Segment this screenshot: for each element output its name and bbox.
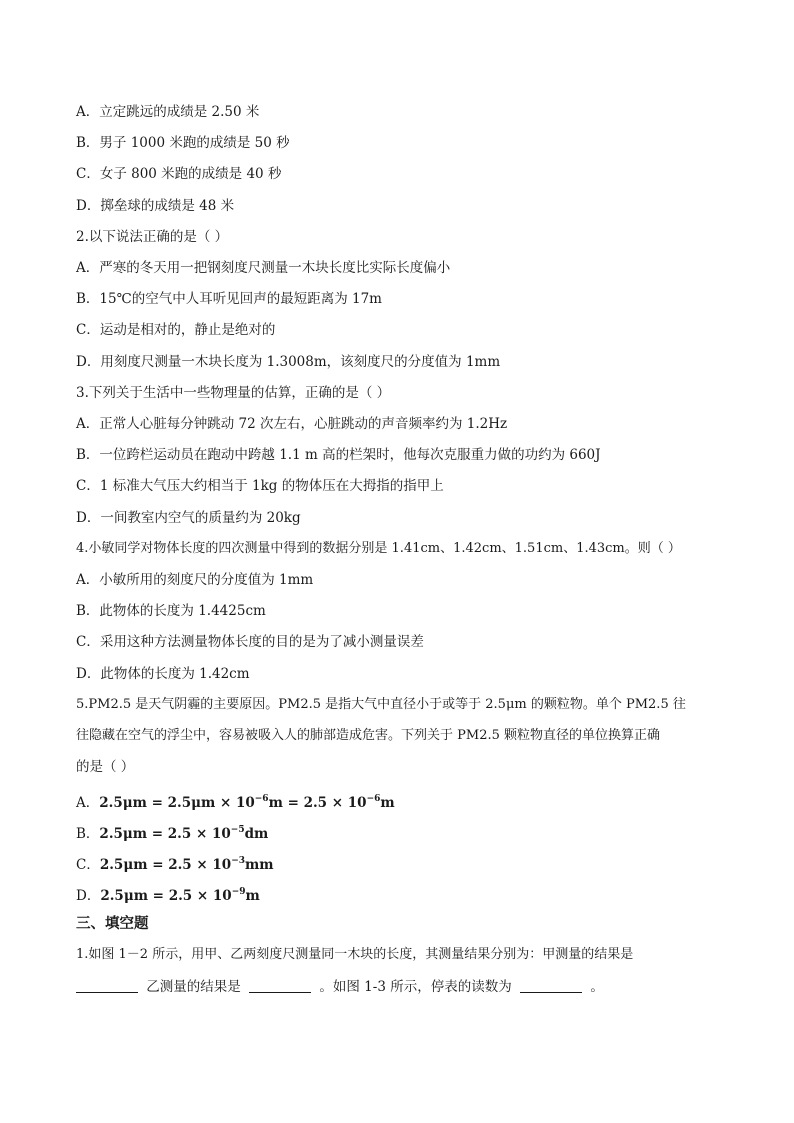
q5-option-d: [76, 882, 734, 906]
q5-option-d-formula: $2.5\mu m = 2.5 \times 10^{-9}m$: [100, 887, 260, 904]
answer-blank-2[interactable]: [249, 978, 311, 993]
q2-option-b: B．15℃的空气中人耳听见回声的最短距离为 17m: [76, 291, 382, 307]
q1-option-b: B．男子 1000 米跑的成绩是 50 秒: [76, 135, 290, 151]
q5-option-c-formula: $2.5\mu m = 2.5 \times 10^{-3}mm$: [99, 856, 274, 873]
q5-option-b: [76, 820, 734, 844]
answer-blank-1[interactable]: [76, 978, 138, 993]
q3-option-c: C．1 标准大气压大约相当于 1kg 的物体压在大拇指的指甲上: [76, 478, 444, 494]
q1-option-a: A．立定跳远的成绩是 2.50 米: [76, 104, 260, 120]
q5-option-a-formula: $2.5\mu m = 2.5\mu m \times 10^{-6}m = 2.5 \times 10^{-6}m$: [99, 794, 395, 811]
q5-stem-line3: 的是（ ）: [76, 759, 135, 775]
q3-option-d: D．一间教室内空气的质量约为 20kg: [76, 510, 301, 526]
q5-option-c-label: C．: [76, 857, 100, 873]
q4-option-a: A．小敏所用的刻度尺的分度值为 1mm: [76, 572, 314, 588]
fill-q1-line1: 1.如图 1－2 所示，用甲、乙两刻度尺测量同一木块的长度，其测量结果分别为：甲测量的结果是: [76, 947, 634, 962]
q5-option-c: [76, 851, 734, 875]
q1-option-c: C．女子 800 米跑的成绩是 40 秒: [76, 166, 282, 182]
q1-option-d: D．掷垒球的成绩是 48 米: [76, 198, 235, 214]
q2-option-c: C．运动是相对的，静止是绝对的: [76, 322, 276, 338]
section-heading: 三、填空题: [76, 916, 149, 932]
q4-option-b: B．此物体的长度为 1.4425cm: [76, 603, 266, 619]
q2-option-a: A．严寒的冬天用一把钢刻度尺测量一木块长度比实际长度偏小: [76, 260, 451, 276]
q5-option-a: [76, 789, 734, 813]
q3-stem: 3.下列关于生活中一些物理量的估算，正确的是（ ）: [76, 385, 391, 401]
q5-option-d-label: D．: [76, 888, 101, 904]
q4-option-d: D．此物体的长度为 1.42cm: [76, 666, 250, 682]
q3-option-b: B．一位跨栏运动员在跑动中跨越 1.1 m 高的栏架时，他每次克服重力做的功约为 660J: [76, 447, 601, 463]
fill-q1-text-c: 。: [590, 979, 604, 995]
q5-option-b-label: B．: [76, 826, 100, 842]
q4-stem: 4.小敏同学对物体长度的四次测量中得到的数据分别是 1.41cm、1.42cm、1.51cm、1.43cm。则（ ）: [76, 541, 681, 556]
fill-q1-text-a: 乙测量的结果是: [146, 979, 241, 995]
fill-q1-line2: [76, 977, 734, 997]
q3-option-a: A．正常人心脏每分钟跳动 72 次左右，心脏跳动的声音频率约为 1.2Hz: [76, 416, 508, 432]
q5-stem-line2: 往隐藏在空气的浮尘中，容易被吸入人的肺部造成危害。下列关于 PM2.5 颗粒物直径的单位换算正确: [76, 728, 660, 743]
q5-option-b-formula: $2.5\mu m = 2.5 \times 10^{-5}dm$: [99, 825, 269, 842]
q5-option-a-label: A．: [76, 795, 100, 811]
q2-option-d: D．用刻度尺测量一木块长度为 1.3008m，该刻度尺的分度值为 1mm: [76, 354, 501, 370]
q4-option-c: C．采用这种方法测量物体长度的目的是为了减小测量误差: [76, 634, 424, 650]
fill-q1-text-b: 。如图 1-3 所示，停表的读数为: [319, 979, 512, 995]
q2-stem: 2.以下说法正确的是（ ）: [76, 229, 229, 245]
q5-stem-line1: 5.PM2.5 是天气阴霾的主要原因。PM2.5 是指大气中直径小于或等于 2.5μm 的颗粒物。单个 PM2.5 往: [76, 697, 686, 712]
answer-blank-3[interactable]: [520, 978, 582, 993]
